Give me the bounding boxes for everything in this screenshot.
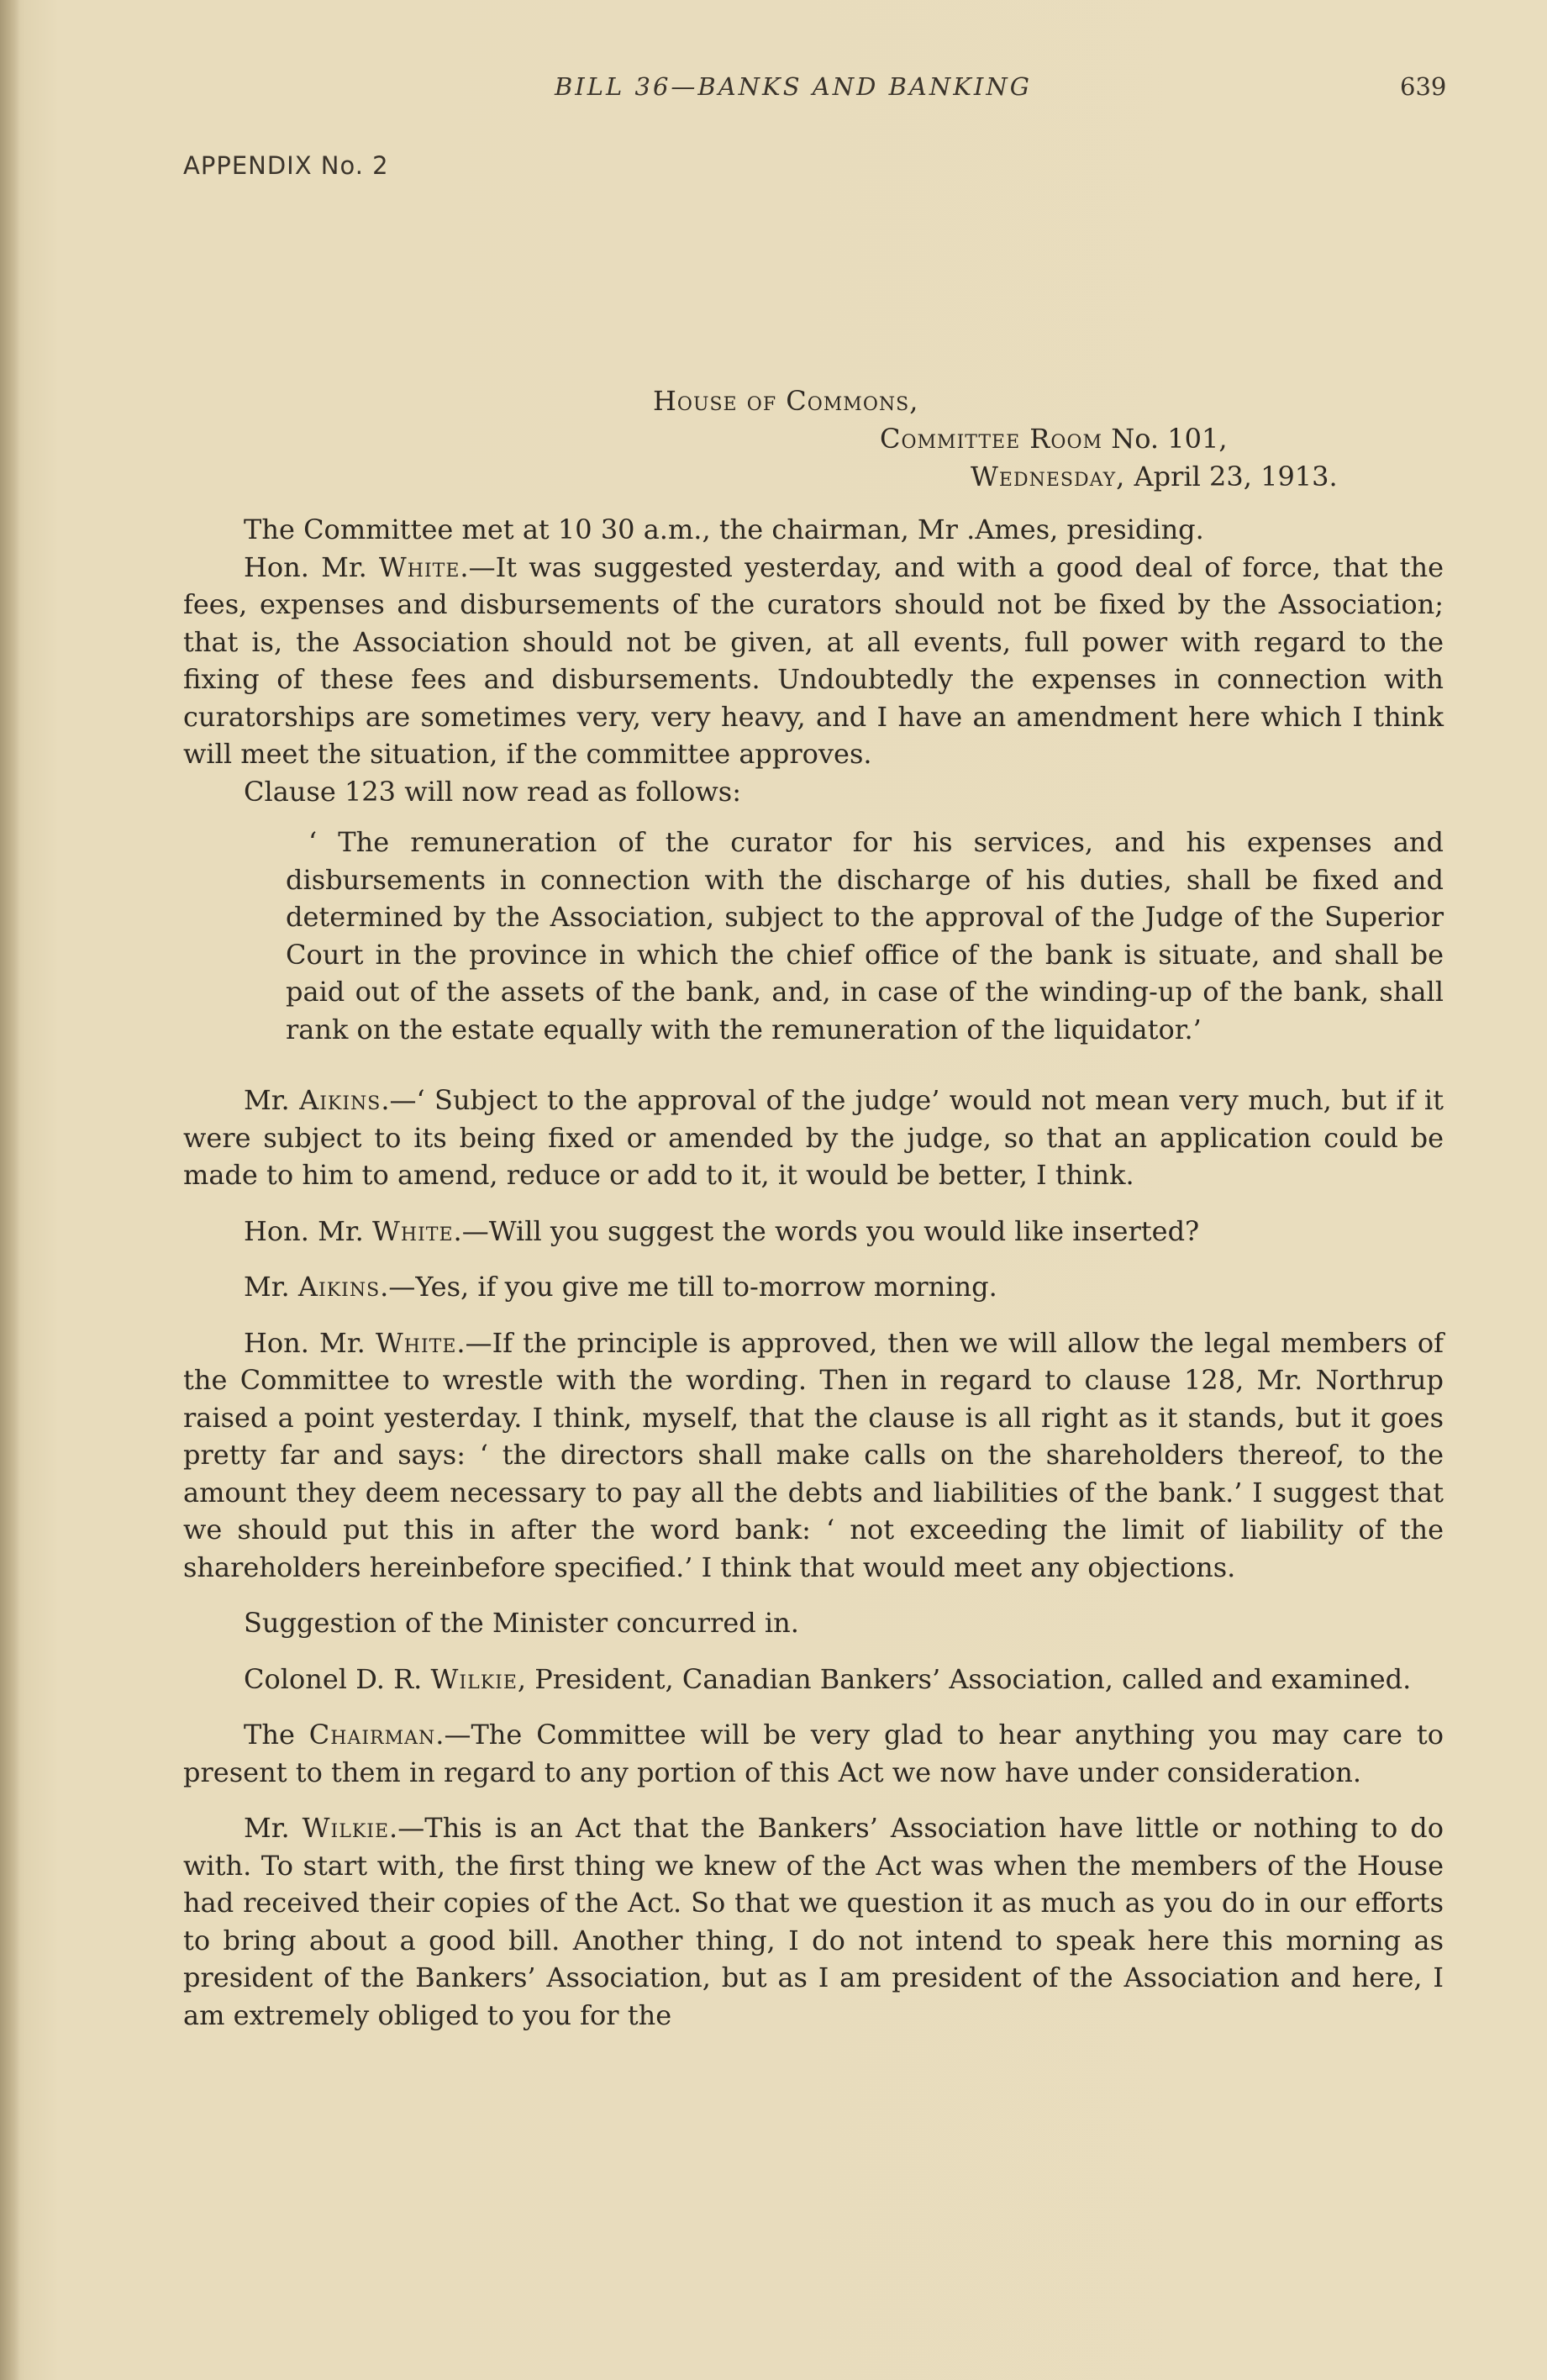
paragraph-meeting-opening: The Committee met at 10 30 a.m., the chairman, Mr .Ames, presiding.	[244, 513, 1204, 545]
paragraph-aikins-1	[183, 1082, 1444, 1194]
paragraph-chairman	[183, 1716, 1444, 1791]
speaker-name: White	[375, 1326, 457, 1359]
paragraph-white-1	[183, 549, 1444, 773]
clause-quote: ‘ The remuneration of the curator for his services, and his expenses and disbursements in connection with the discharge of his duties, shall be fixed and determined by the Association, subject to the approval of the Judge of the Superior Court in the province in which the chief office of the bank is situate, and shall be paid out of the assets of the bank, and, in case of the winding-up of the bank, shall rank on the estate equally with the remuneration of the liquidator.’	[286, 826, 1444, 1045]
paragraph-suggestion-concurred: Suggestion of the Minister concurred in.	[244, 1607, 799, 1639]
dateline-date-text: April 23, 1913.	[1125, 461, 1338, 492]
dateline-house-text: House of Commons,	[653, 385, 919, 417]
dateline-room	[880, 423, 1227, 455]
speaker-name: Wilkie	[430, 1662, 518, 1695]
binding-shadow	[0, 0, 20, 2380]
paragraph-wilkie-called	[183, 1661, 1444, 1698]
paragraph-aikins-2	[183, 1268, 1444, 1306]
speech-text: .—If the principle is approved, then we will allow the legal members of the Committee to wrestle with the wording. Then in regard to clause 128, Mr. Northrup raised a point yesterday. I think, myself, that the clause is all right as it stands, but it goes pretty far and says: ‘ the directors shall make calls on the shareholders thereof, to the amount they deem necessary to pay all the debts and liabilities of the bank.’ I suggest that we should put this in after the word bank: ‘ not exceeding the limit of liability of the shareholders hereinbefore specified.’ I think that would meet any objections.	[183, 1326, 1444, 1583]
speaker-title: Hon. Mr.	[244, 550, 379, 583]
dateline-weekday: Wednesday,	[971, 461, 1126, 492]
body-text	[183, 511, 1444, 2034]
speaker-name: White	[372, 1214, 454, 1247]
speaker-name: Chairman	[308, 1719, 436, 1751]
speaker-name: Wilkie	[302, 1812, 390, 1844]
speaker-name: Aikins	[297, 1271, 381, 1303]
paragraph-clause-intro: Clause 123 will now read as follows:	[244, 775, 741, 808]
speaker-title: Mr.	[244, 1271, 298, 1303]
speech-text: , President, Canadian Bankers’ Association, called and examined.	[517, 1662, 1412, 1695]
speech-text: .—Will you suggest the words you would like inserted?	[453, 1214, 1200, 1247]
dateline-room-number: No. 101,	[1102, 423, 1228, 455]
speaker-name: White	[378, 550, 460, 583]
speaker-name: Aikins	[299, 1084, 381, 1116]
page-number: 639	[1400, 72, 1447, 101]
speaker-title: Mr.	[244, 1812, 303, 1844]
speech-text: .—The Committee will be very glad to hear anything you may care to present to them in regard to any portion of this Act we now have under consideration.	[183, 1719, 1444, 1788]
dateline-date	[971, 461, 1338, 492]
dateline-house	[653, 385, 918, 417]
speaker-title: Hon. Mr.	[244, 1214, 373, 1247]
speaker-title: The	[244, 1719, 309, 1751]
dateline-room-label: Committee Room	[880, 423, 1103, 455]
speaker-title: Mr.	[244, 1084, 300, 1116]
speech-text: .—Yes, if you give me till to-morrow morning.	[380, 1271, 997, 1303]
appendix-label: APPENDIX No. 2	[183, 151, 389, 180]
speech-text: .—This is an Act that the Bankers’ Association have little or nothing to do with. To start with, the first thing we knew of the Act was when the members of the House had received their copies of the Act. So that we question it as much as you do in our efforts to bring about a good bill. Another thing, I do not intend to speak here this morning as president of the Bankers’ Association, but as I am president of the Association and here, I am extremely obliged to you for the	[183, 1812, 1444, 2031]
speaker-title: Hon. Mr.	[244, 1326, 376, 1359]
paragraph-white-2	[183, 1213, 1444, 1251]
speech-text: .—‘ Subject to the approval of the judge’ would not mean very much, but if it were subject to its being fixed or amended by the judge, so that an application could be made to him to amend, reduce or add to it, it would be better, I think.	[183, 1084, 1444, 1191]
paragraph-white-3	[183, 1324, 1444, 1587]
speaker-title: Colonel D. R.	[244, 1662, 431, 1695]
running-head: BILL 36—BANKS AND BANKING	[555, 72, 1032, 101]
speech-text: .—It was suggested yesterday, and with a good deal of force, that the fees, expenses and disbursements of the curators should not be fixed by the Association; that is, the Association should not be given, at all events, full power with regard to the fixing of these fees and disbursements. Undoubtedly the expenses in connection with curatorships are sometimes very, very heavy, and I have an amendment here which I think will meet the situation, if the committee approves.	[183, 550, 1444, 770]
paragraph-wilkie-1	[183, 1809, 1444, 2034]
